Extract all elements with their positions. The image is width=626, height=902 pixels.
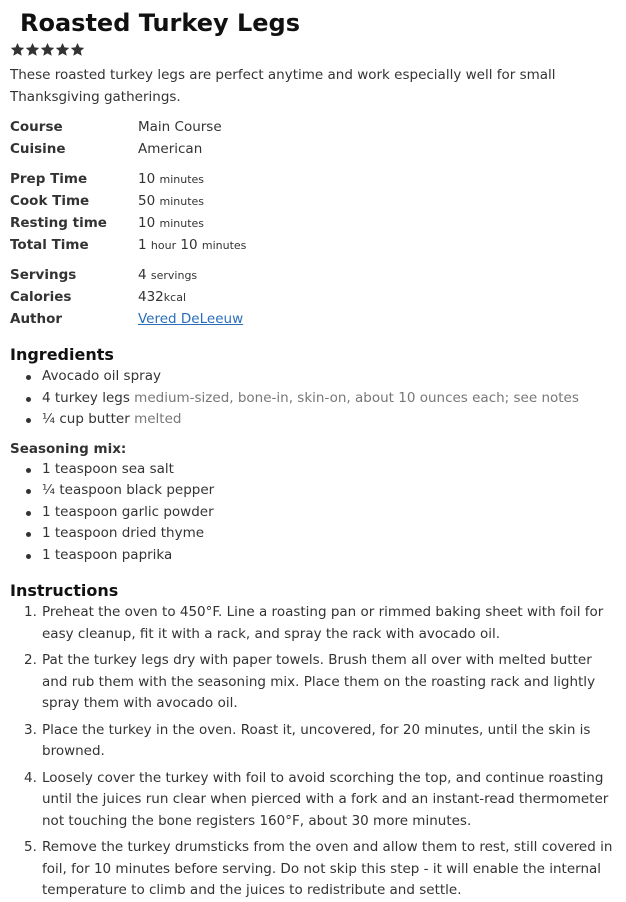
meta-label: Cook Time	[10, 193, 90, 209]
ingredient-item	[24, 480, 618, 502]
recipe-summary: These roasted turkey legs are perfect anytime and work especially well for small Thanksgiving gatherings.	[10, 67, 556, 105]
ingredients-list	[10, 366, 618, 431]
instruction-step	[24, 650, 618, 715]
ingredient-text: 1 teaspoon paprika	[42, 546, 173, 563]
recipe-title: Roasted Turkey Legs	[20, 9, 301, 37]
ingredient-item	[24, 502, 618, 524]
meta-value: Main Course	[138, 119, 222, 135]
servings-amount: 4	[138, 267, 147, 283]
meta-row-calories	[10, 286, 618, 308]
meta-value	[138, 289, 186, 305]
seasoning-list	[10, 459, 618, 567]
meta-yield	[10, 264, 618, 330]
calories-unit: kcal	[163, 291, 186, 304]
star-icon[interactable]	[25, 42, 40, 57]
meta-row-course	[10, 116, 618, 138]
step-text: Place the turkey in the oven. Roast it, uncovered, for 20 minutes, until the skin is browned.	[42, 721, 591, 759]
time-unit: minutes	[159, 217, 205, 230]
meta-label: Course	[10, 119, 63, 135]
time-unit: minutes	[159, 195, 205, 208]
ingredient-item	[24, 366, 618, 388]
ingredient-text: Avocado oil spray	[42, 368, 161, 384]
ingredient-item	[24, 459, 618, 481]
instructions-heading: Instructions	[10, 581, 119, 600]
meta-value	[138, 171, 204, 187]
meta-row-cuisine	[10, 138, 618, 160]
calories-amount: 432	[138, 289, 164, 305]
instruction-step	[24, 837, 618, 902]
ingredient-text: ¼ teaspoon black pepper	[42, 482, 215, 498]
step-text: Pat the turkey legs dry with paper towels. Brush them all over with melted butter and rub them with the seasoning mix. Place them on the roasting rack and lightly spray them with avocado oil.	[42, 652, 596, 711]
time-amount: 10	[180, 237, 198, 253]
time-amount: 10	[138, 215, 156, 231]
meta-value	[138, 237, 246, 253]
ingredient-text: 1 teaspoon sea salt	[42, 460, 174, 477]
instruction-step	[24, 602, 618, 645]
ingredient-item	[24, 409, 618, 431]
star-icon[interactable]	[70, 42, 85, 57]
ingredient-note: melted	[134, 411, 182, 427]
star-icon[interactable]	[10, 42, 25, 57]
meta-label: Cuisine	[10, 141, 66, 157]
meta-value	[138, 193, 204, 209]
step-text: Loosely cover the turkey with foil to avoid scorching the top, and continue roasting until the juices run clear when pierced with a fork and an instant-read thermometer not touching the bone registers 160°F, about 30 more minutes.	[42, 769, 609, 829]
servings-unit: servings	[150, 269, 198, 282]
meta-value	[138, 267, 197, 283]
ingredient-text: 4 turkey legs	[42, 389, 130, 406]
meta-row-total-time	[10, 234, 618, 256]
meta-label: Resting time	[10, 215, 107, 231]
star-icon[interactable]	[40, 42, 55, 57]
step-text: Preheat the oven to 450°F. Line a roasting pan or rimmed baking sheet with foil for easy cleanup, fit it with a rack, and spray the rack with avocado oil.	[42, 604, 604, 642]
time-unit: hour	[150, 239, 177, 252]
time-amount: 50	[138, 193, 156, 209]
time-amount: 10	[138, 171, 156, 187]
ingredient-note: medium-sized, bone-in, skin-on, about 10 ounces each; see notes	[134, 389, 579, 406]
meta-row-cook-time	[10, 190, 618, 212]
step-number: 2.	[24, 652, 37, 668]
step-text: Remove the turkey drumsticks from the oven and allow them to rest, still covered in foil, for 10 minutes before serving. Do not skip this step - it will enable the internal temperature to climb and the juices to redistribute and settle.	[42, 839, 613, 898]
star-icon[interactable]	[55, 42, 70, 57]
meta-label: Prep Time	[10, 171, 88, 187]
meta-label: Total Time	[10, 237, 89, 253]
time-unit: minutes	[201, 239, 247, 252]
ingredient-text: 1 teaspoon garlic powder	[42, 503, 214, 520]
meta-label: Servings	[10, 267, 77, 283]
time-unit: minutes	[159, 173, 205, 186]
meta-value: American	[138, 141, 203, 157]
meta-row-resting-time	[10, 212, 618, 234]
author-link[interactable]: Vered DeLeeuw	[138, 311, 244, 327]
meta-classification	[10, 116, 618, 160]
time-amount: 1	[138, 237, 147, 253]
ingredient-item	[24, 523, 618, 545]
step-number: 1.	[24, 604, 37, 620]
meta-label: Author	[10, 311, 63, 327]
meta-label: Calories	[10, 289, 72, 305]
ingredient-item	[24, 545, 618, 567]
star-rating[interactable]	[10, 40, 618, 58]
ingredient-text: 1 teaspoon dried thyme	[42, 525, 205, 541]
meta-times	[10, 168, 618, 256]
ingredients-heading: Ingredients	[10, 345, 114, 364]
instruction-step	[24, 768, 618, 833]
meta-row-servings	[10, 264, 618, 286]
meta-row-author	[10, 308, 618, 330]
meta-row-prep-time	[10, 168, 618, 190]
step-number: 3.	[24, 721, 37, 738]
step-number: 4.	[24, 769, 37, 786]
instruction-step	[24, 720, 618, 763]
meta-value	[138, 215, 204, 231]
seasoning-heading: Seasoning mix:	[10, 440, 127, 457]
ingredient-item	[24, 388, 618, 410]
ingredient-text: ¼ cup butter	[42, 411, 130, 427]
instructions-list	[10, 602, 618, 902]
step-number: 5.	[24, 839, 37, 855]
